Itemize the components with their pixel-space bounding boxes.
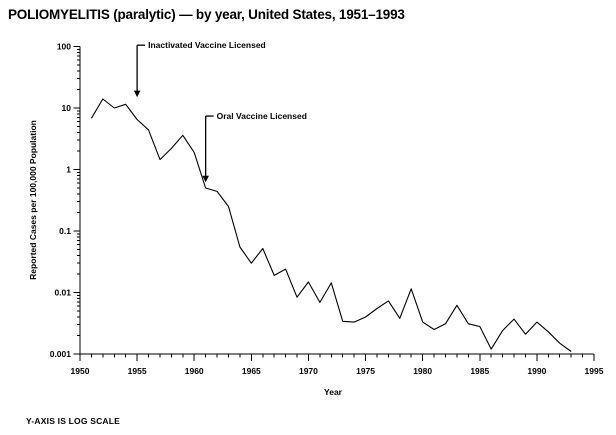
x-tick-label-1960: 1960 bbox=[184, 366, 204, 376]
annotation-oral-vaccine-label: Oral Vaccine Licensed bbox=[216, 111, 307, 122]
x-tick-label-1970: 1970 bbox=[298, 366, 318, 376]
annotation-inactivated-vaccine-label: Inactivated Vaccine Licensed bbox=[148, 40, 266, 51]
x-axis-title: Year bbox=[324, 387, 342, 397]
y-tick-label-1: 1 bbox=[66, 164, 71, 175]
x-tick-label-1965: 1965 bbox=[241, 366, 261, 376]
y-tick-label-0.001: 0.001 bbox=[49, 349, 71, 359]
x-tick-label-1950: 1950 bbox=[70, 366, 90, 376]
x-tick-label-1975: 1975 bbox=[356, 366, 376, 376]
y-tick-label-10: 10 bbox=[61, 103, 71, 113]
page-title: POLIOMYELITIS (paralytic) — by year, United States, 1951–1993 bbox=[8, 7, 405, 22]
log-scale-footnote: Y-AXIS IS LOG SCALE bbox=[26, 416, 121, 426]
y-tick-label-0.01: 0.01 bbox=[54, 287, 71, 298]
y-tick-label-0.1: 0.1 bbox=[59, 226, 71, 236]
data-series-line bbox=[91, 99, 571, 352]
annotation-inactivated-vaccine-arrowhead-icon bbox=[134, 91, 141, 98]
x-tick-label-1990: 1990 bbox=[527, 366, 547, 376]
y-axis-title: Reported Cases per 100,000 Population bbox=[28, 120, 38, 280]
x-tick-label-1985: 1985 bbox=[470, 366, 490, 376]
x-tick-label-1995: 1995 bbox=[584, 366, 604, 376]
x-tick-label-1955: 1955 bbox=[127, 366, 147, 376]
x-tick-label-1980: 1980 bbox=[413, 366, 433, 376]
y-tick-label-100: 100 bbox=[56, 41, 71, 52]
